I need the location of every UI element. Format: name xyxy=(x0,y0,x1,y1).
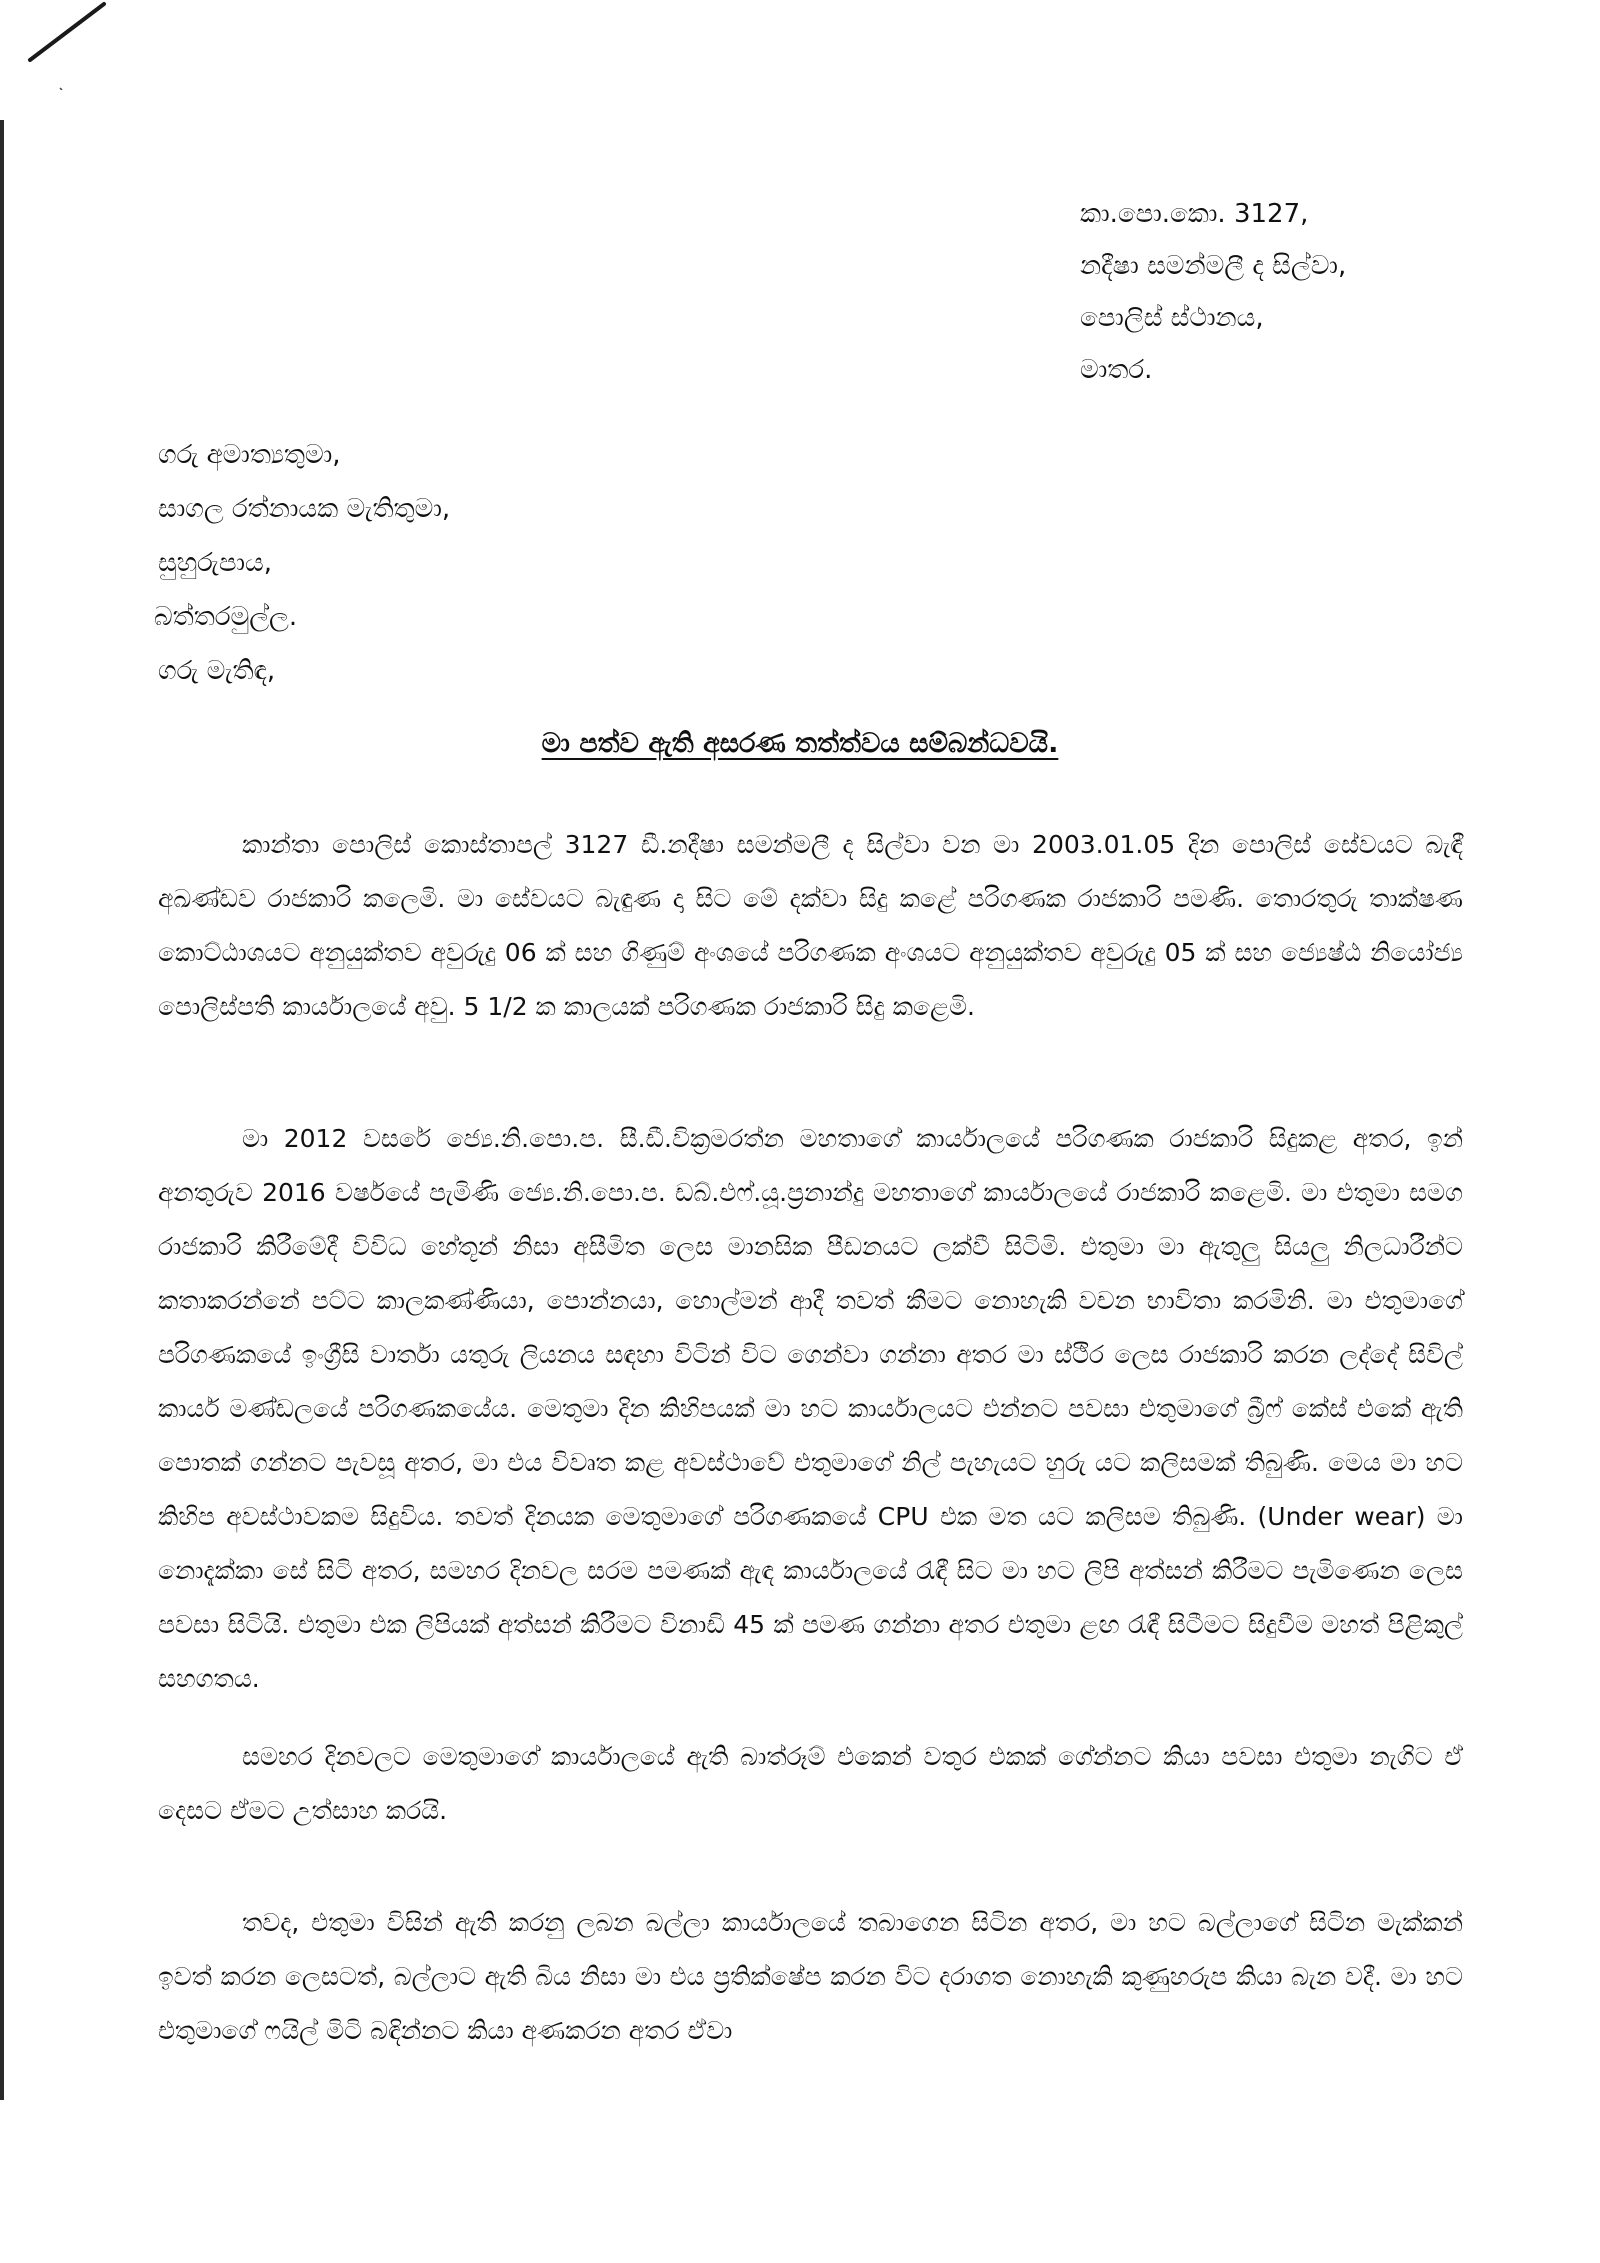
recipient-line: සුහුරුපාය, xyxy=(158,548,273,578)
recipient-address xyxy=(154,428,858,698)
paragraph-text: තවද, එතුමා විසින් ඇති කරනු ලබන බල්ලා කාර්යාලයේ තබාගෙන සිටින අතර, මා හට බල්ලාගේ සිටින මැක්කන් ඉවත් කරන ලෙසටත්, බල්ලාට ඇති බිය නිසා මා එය ප්‍රතික්ෂේප කරන විට දරාගත නොහැකි කුණුහරුප කියා බැන වදී. මා හට එතුමාගේ ෆයිල් මිටි බඳින්නට කියා අණකරන අතර ඒවා xyxy=(158,1908,1463,2045)
letter-subject: මා පත්ව ඇති අසරණ තත්ත්වය සම්බන්ධවයි. xyxy=(541,728,1059,759)
recipient-line: ගරු අමාත්‍යතුමා, xyxy=(158,440,341,470)
scan-edge-line xyxy=(0,120,4,2100)
sender-line: පොලිස් ස්ථානය, xyxy=(1080,303,1264,333)
sender-address xyxy=(1080,188,1580,396)
body-paragraph-1 xyxy=(158,818,1463,1034)
recipient-line: සාගල රත්නායක මැතිතුමා, xyxy=(158,494,451,524)
body-paragraph-2 xyxy=(158,1112,1463,1706)
body-paragraph-4 xyxy=(158,1896,1463,2058)
paragraph-text: මා 2012 වසරේ ජ්‍යෙ.නි.පො.ප. සී.ඩී.වික්‍රමරත්න මහතාගේ කාර්යාලයේ පරිගණක රාජකාරි සිදුකළ අතර, ඉන් අනතුරුව 2016 වර්ෂයේ පැමිණි ජ්‍යෙ.නි.පො.ප. ඩබ්.එෆ්.යූ.ප්‍රනාන්දු මහතාගේ කාර්යාලයේ රාජකාරි කළෙමි. මා එතුමා සමග රාජකාරි කිරීමේදී විවිධ හේතූන් නිසා අසීමිත ලෙස මානසික පීඩනයට ලක්වී සිටිමි. එතුමා මා ඇතුලු සියලු නිලධාරීන්ට කතාකරන්නේ පට්ට කාලකණ්ණියා, පොන්නයා, හොල්මන් ආදී තවත් කීමට නොහැකි වචන භාවිතා කරමිනි. මා එතුමාගේ පරිගණකයේ ඉංග්‍රීසි වාර්තා යතුරු ලියනය සඳහා විටින් විට ගෙන්වා ගන්නා අතර මා ස්ථිර ලෙස රාජකාරි කරන ලද්දේ සිවිල් කාර්ය මණ්ඩලයේ පරිගණකයේය. මෙතුමා දින කිහිපයක් මා හට කාර්යාලයට එන්නට පවසා එතුමාගේ බ්‍රීෆ් කේස් එකේ ඇති පොතක් ගන්නට පැවසූ අතර, මා එය විවෘත කළ අවස්ථාවේ එතුමාගේ නිල් පැහැයට හුරු යට කලිසමක් තිබුණි. මෙය මා හට කිහිප අවස්ථාවකම සිදුවිය. තවත් දිනයක මෙතුමාගේ පරිගණකයේ CPU එක මත යට කලිසම තිබුණි. (Under wear) මා නොදැක්කා සේ සිටි අතර, සමහර දිනවල සරම පමණක් ඇඳ කාර්යාලයේ රැඳී සිට මා හට ලිපි අත්සන් කිරීමට පැමිණෙන ලෙස පවසා සිටියි. එතුමා එක ලිපියක් අත්සන් කිරීමට විනාඩි 45 ක් පමණ ගන්නා අතර එතුමා ළඟ රැඳී සිටීමට සිදුවීම මහත් පිළිකුල් සහගතය. xyxy=(158,1124,1463,1693)
body-paragraph-3 xyxy=(158,1730,1463,1838)
sender-line: කා.පො.කො. 3127, xyxy=(1080,199,1309,229)
sender-line: මාතර. xyxy=(1080,355,1153,385)
paragraph-text: කාන්තා පොලිස් කොස්තාපල් 3127 ඩී.නදීෂා සමන්මලී ද සිල්වා වන මා 2003.01.05 දින පොලිස් සේවයට බැඳී අඛණ්ඩව රාජකාරි කලෙමි. මා සේවයට බැඳුණ දා සිට මේ දක්වා සිදු කළේ පරිගණක රාජකාරි පමණි. තොරතුරු තාක්ෂණ කොට්ඨාශයට අනුයුක්තව අවුරුදු 06 ක් සහ ගිණුම් අංශයේ පරිගණක අංශයට අනුයුක්තව අවුරුදු 05 ක් සහ ජ්‍යෙෂ්ඨ නියෝජ්‍ය පොලිස්පති කාර්යාලයේ අවු. 5 1/2 ක කාලයක් පරිගණක රාජකාරි සිදු කළෙමි. xyxy=(158,830,1463,1021)
salutation: ගරු මැතිඳ, xyxy=(158,656,276,686)
pen-stroke-mark xyxy=(0,0,140,90)
paragraph-text: සමහර දිනවලට මෙතුමාගේ කාර්යාලයේ ඇති බාත්රූම් එකෙන් වතුර එකක් ගේන්නට කියා පවසා එතුමා නැගිට ඒ දෙසට ඒමට උත්සාහ කරයි. xyxy=(158,1742,1463,1825)
sender-line: නදීෂා සමන්මලී ද සිල්වා, xyxy=(1080,251,1347,281)
recipient-line: බත්තරමුල්ල. xyxy=(154,602,298,632)
